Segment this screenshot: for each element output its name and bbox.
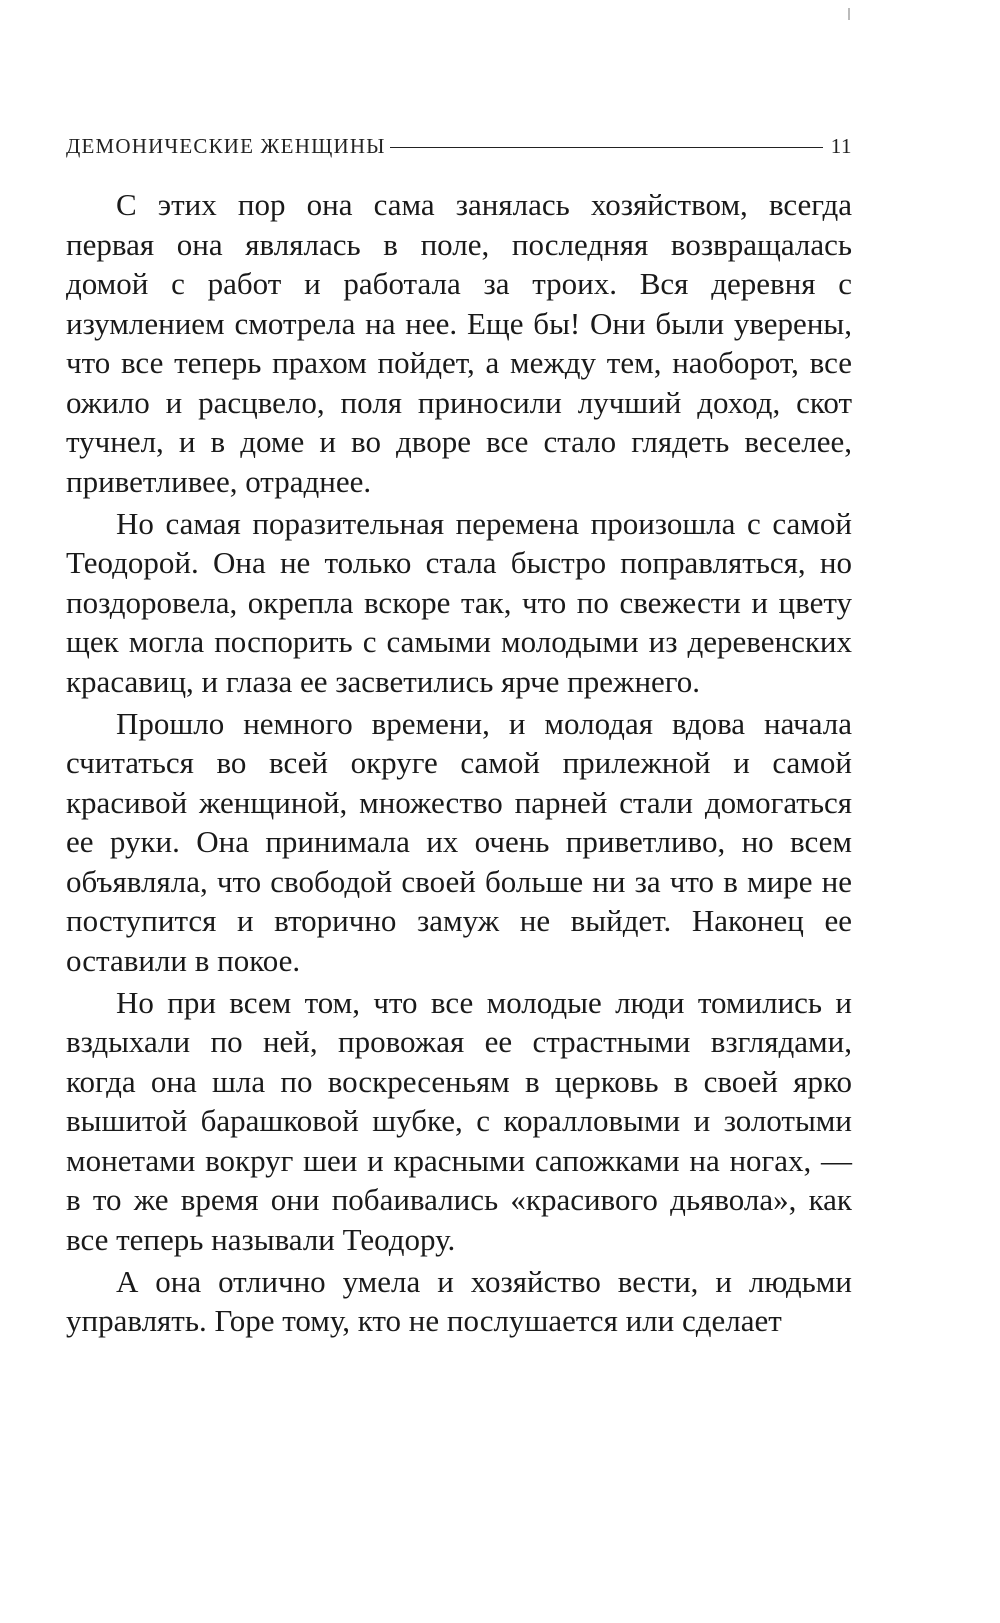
paragraph: А она отлично умела и хозяйство вести, и людьми управлять. Горе тому, кто не послушается или сделает: [66, 1263, 852, 1338]
paragraph: С этих пор она сама занялась хозяйством, всегда первая она являлась в поле, последняя возвращалась домой с работ и работала за троих. Вся деревня с изумлением смотрела на нее. Еще бы! Они были уверены, что все теперь прахом пойдет, а между тем, наоборот, все ожило и расцвело, поля приносили лучший доход, скот тучнел, и в доме и во дворе все стало глядеть веселее, приветливее, отраднее.: [66, 187, 852, 499]
paragraph: Прошло немного времени, и молодая вдова начала считаться во всей округе самой прилежной и самой красивой женщиной, множество парней стали домогаться ее руки. Она принимала их очень приветливо, но всем объявляла, что свободой своей больше ни за что в мире не поступится и вторично замуж не выйдет. Наконец ее оставили в покое.: [66, 705, 852, 978]
running-header: [66, 134, 852, 170]
page-number: 11: [830, 134, 852, 158]
header-rule: [390, 147, 823, 148]
scan-mark: [848, 8, 850, 20]
paragraph: Но самая поразительная перемена произошла с самой Теодорой. Она не только стала быстро поправляться, но поздоровела, окрепла вскоре так, что по свежести и цвету щек могла поспорить с самыми молодыми из деревенских красавиц, и глаза ее засветились ярче прежнего.: [66, 505, 852, 699]
running-title: ДЕМОНИЧЕСКИЕ ЖЕНЩИНЫ: [66, 134, 386, 158]
body-text: [66, 185, 852, 1343]
paragraph: Но при всем том, что все молодые люди томились и вздыхали по ней, провожая ее страстными взглядами, когда она шла по воскресеньям в церковь в своей ярко вышитой барашковой шубке, с коралловыми и золотыми монетами вокруг шеи и красными сапожками на ногах, — в то же время они побаивались «красивого дьявола», как все теперь называли Теодору.: [66, 984, 852, 1257]
